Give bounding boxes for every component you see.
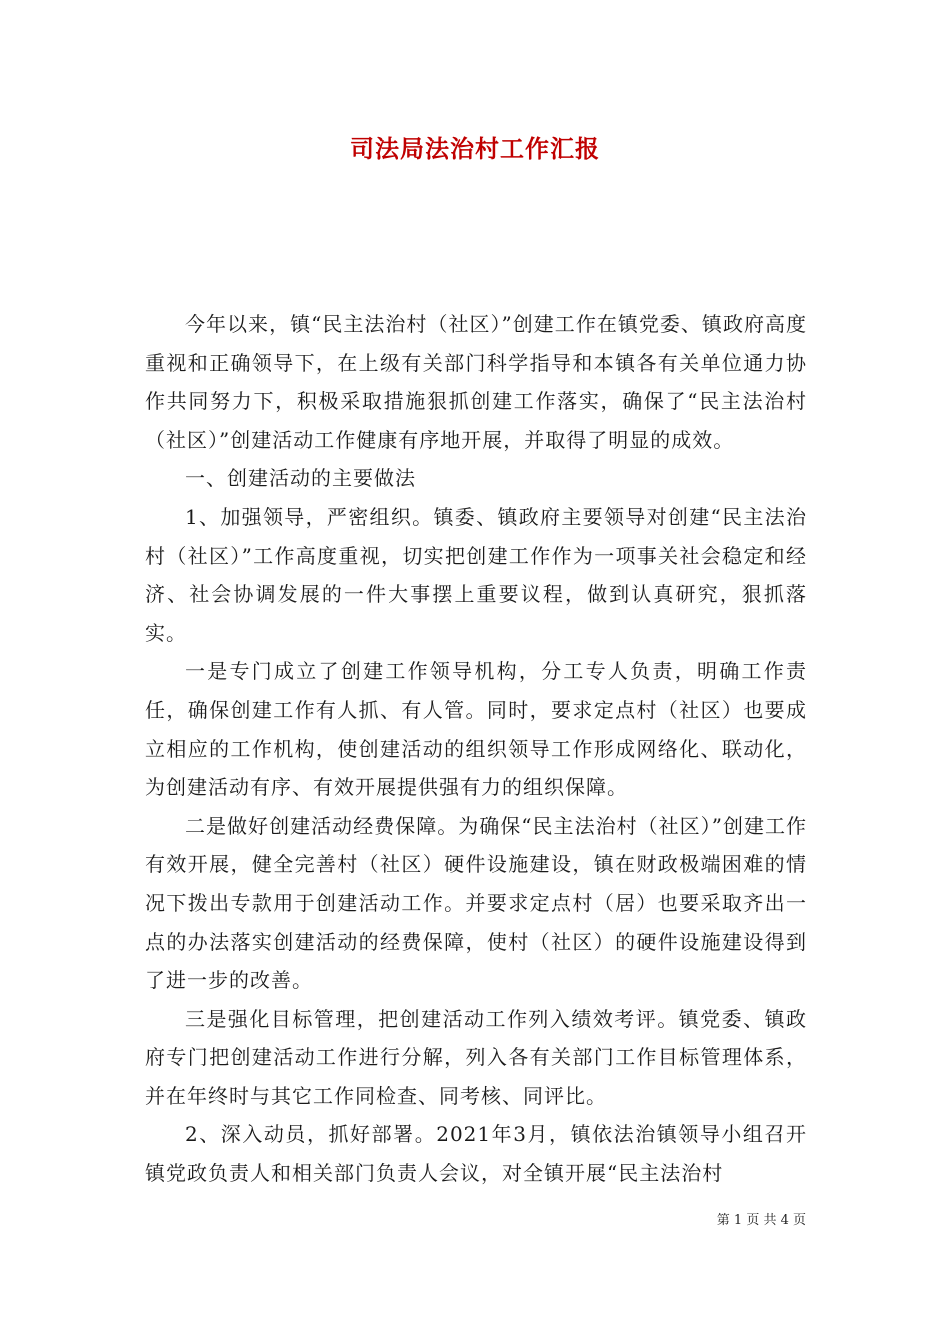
paragraph-intro: 今年以来，镇“民主法治村（社区）”创建工作在镇党委、镇政府高度重视和正确领导下，在上级有关部门科学指导和本镇各有关单位通力协作共同努力下，积极采取措施狠抓创建工作落实，确保了“民主法治村（社区）”创建活动工作健康有序地开展，并取得了明显的成效。 — [145, 312, 807, 452]
paragraph-mobilization: 2、深入动员，抓好部署。2021年3月，镇依法治镇领导小组召开镇党政负责人和相关部门负责人会议，对全镇开展“民主法治村 — [145, 1122, 807, 1186]
page-number: 第 1 页 共 4 页 — [716, 1213, 806, 1228]
paragraph-third-point: 三是强化目标管理，把创建活动工作列入绩效考评。镇党委、镇政府专门把创建活动工作进行分解，列入各有关部门工作目标管理体系，并在年终时与其它工作同检查、同考核、同评比。 — [145, 1006, 807, 1108]
paragraph-leadership: 1、加强领导，严密组织。镇委、镇政府主要领导对创建“民主法治村（社区）”工作高度重视，切实把创建工作作为一项事关社会稳定和经济、社会协调发展的一件大事摆上重要议程，做到认真研究，狠抓落实。 — [145, 504, 807, 645]
document-body — [145, 305, 807, 1193]
paragraph-first-point: 一是专门成立了创建工作领导机构，分工专人负责，明确工作责任，确保创建工作有人抓、有人管。同时，要求定点村（社区）也要成立相应的工作机构，使创建活动的组织领导工作形成网络化、联动化，为创建活动有序、有效开展提供强有力的组织保障。 — [145, 659, 807, 800]
section-heading-main-practices: 一、创建活动的主要做法 — [185, 466, 416, 491]
paragraph-second-point: 二是做好创建活动经费保障。为确保“民主法治村（社区）”创建工作有效开展，健全完善村（社区）硬件设施建设，镇在财政极端困难的情况下拨出专款用于创建活动工作。并要求定点村（居）也要采取齐出一点的办法落实创建活动的经费保障，使村（社区）的硬件设施建设得到了进一步的改善。 — [145, 813, 807, 993]
document-title: 司法局法治村工作汇报 — [350, 135, 600, 163]
